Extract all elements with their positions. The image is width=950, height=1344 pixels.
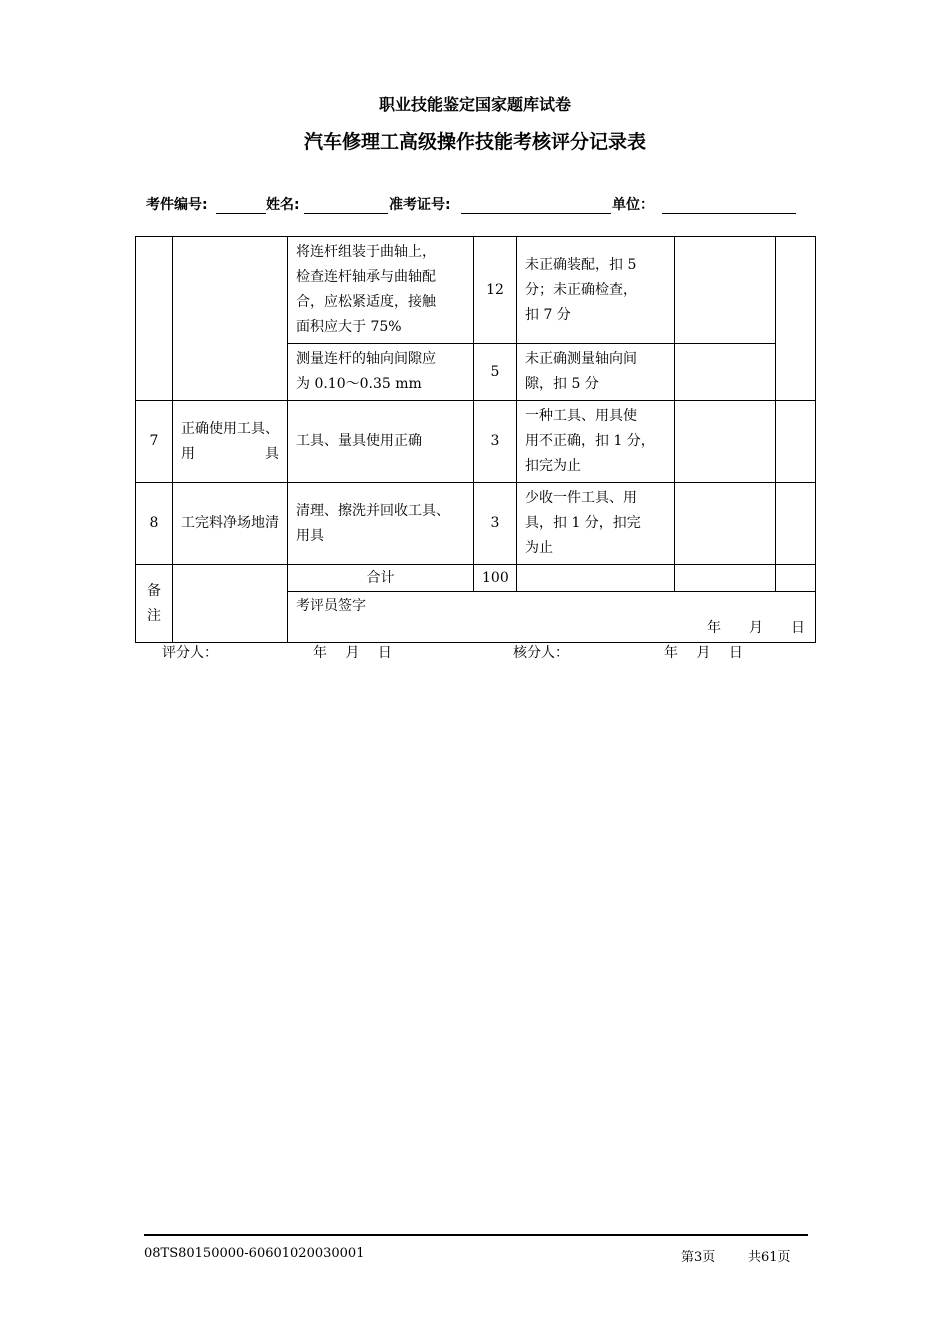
table-row bbox=[136, 237, 816, 344]
scorer-label: 评分人： bbox=[162, 645, 218, 661]
row-criteria: 少收一件工具、用 具，扣 1 分，扣完 为止 bbox=[517, 483, 675, 565]
examiner-sign-cell[interactable] bbox=[288, 592, 816, 643]
name-label: 姓名: bbox=[266, 197, 300, 213]
total-score: 100 bbox=[474, 565, 517, 592]
row-no: 8 bbox=[136, 483, 173, 565]
row-item: 工完料净场地清 bbox=[173, 483, 288, 565]
row-deduct-cell[interactable] bbox=[675, 401, 776, 483]
exam-header: 职业技能鉴定国家题库试卷 bbox=[378, 95, 571, 114]
row-item: 正确使用工具、用具 bbox=[173, 401, 288, 483]
table-row bbox=[136, 401, 816, 483]
row-item bbox=[173, 237, 288, 401]
footer-page: 第3页 bbox=[681, 1250, 716, 1265]
row-content: 工具、量具使用正确 bbox=[288, 401, 474, 483]
item-no-blank[interactable] bbox=[216, 213, 266, 214]
row-no bbox=[136, 237, 173, 401]
total-criteria-cell bbox=[517, 565, 675, 592]
row-content: 将连杆组装于曲轴上， 检查连杆轴承与曲轴配 合，应松紧适度，接触 面积应大于 75% bbox=[288, 237, 474, 344]
examiner-date: 年 月 日 bbox=[707, 620, 805, 636]
row-no: 7 bbox=[136, 401, 173, 483]
ticket-no-blank[interactable] bbox=[461, 213, 611, 214]
row-score: 5 bbox=[474, 344, 517, 401]
row-result-cell[interactable] bbox=[776, 401, 816, 483]
form-title: 汽车修理工高级操作技能考核评分记录表 bbox=[303, 131, 646, 153]
score-record-table bbox=[135, 236, 816, 643]
unit-blank[interactable] bbox=[662, 213, 796, 214]
row-deduct-cell[interactable] bbox=[675, 237, 776, 344]
footer-divider bbox=[144, 1234, 808, 1236]
unit-label: 单位： bbox=[612, 197, 654, 213]
item-no-label: 考件编号: bbox=[146, 197, 208, 213]
total-deduct-cell[interactable] bbox=[675, 565, 776, 592]
row-deduct-cell[interactable] bbox=[675, 344, 776, 401]
scorer-date: 年 月 日 bbox=[313, 645, 392, 661]
row-criteria: 未正确装配，扣 5 分；未正确检查， 扣 7 分 bbox=[517, 237, 675, 344]
remarks-cell[interactable] bbox=[173, 565, 288, 643]
examiner-sign-label: 考评员签字 bbox=[296, 598, 366, 614]
row-criteria: 未正确测量轴向间 隙，扣 5 分 bbox=[517, 344, 675, 401]
total-label: 合计 bbox=[288, 565, 474, 592]
row-criteria: 一种工具、用具使 用不正确，扣 1 分， 扣完为止 bbox=[517, 401, 675, 483]
footer-total: 共61页 bbox=[748, 1250, 791, 1265]
checker-date: 年 月 日 bbox=[664, 645, 743, 661]
checker-label: 核分人： bbox=[513, 645, 569, 661]
row-score: 12 bbox=[474, 237, 517, 344]
row-result-cell[interactable] bbox=[776, 237, 816, 401]
row-content: 测量连杆的轴向间隙应 为 0.10～0.35 mm bbox=[288, 344, 474, 401]
name-blank[interactable] bbox=[304, 213, 388, 214]
row-score: 3 bbox=[474, 483, 517, 565]
row-deduct-cell[interactable] bbox=[675, 483, 776, 565]
remarks-label: 备 注 bbox=[136, 565, 173, 643]
row-content: 清理、擦洗并回收工具、 用具 bbox=[288, 483, 474, 565]
total-row bbox=[136, 565, 816, 592]
candidate-info-fields bbox=[146, 194, 806, 216]
ticket-no-label: 准考证号: bbox=[389, 197, 451, 213]
footer-code: 08TS80150000-60601020030001 bbox=[144, 1246, 365, 1261]
row-score: 3 bbox=[474, 401, 517, 483]
total-result-cell[interactable] bbox=[776, 565, 816, 592]
table-row bbox=[136, 483, 816, 565]
row-result-cell[interactable] bbox=[776, 483, 816, 565]
